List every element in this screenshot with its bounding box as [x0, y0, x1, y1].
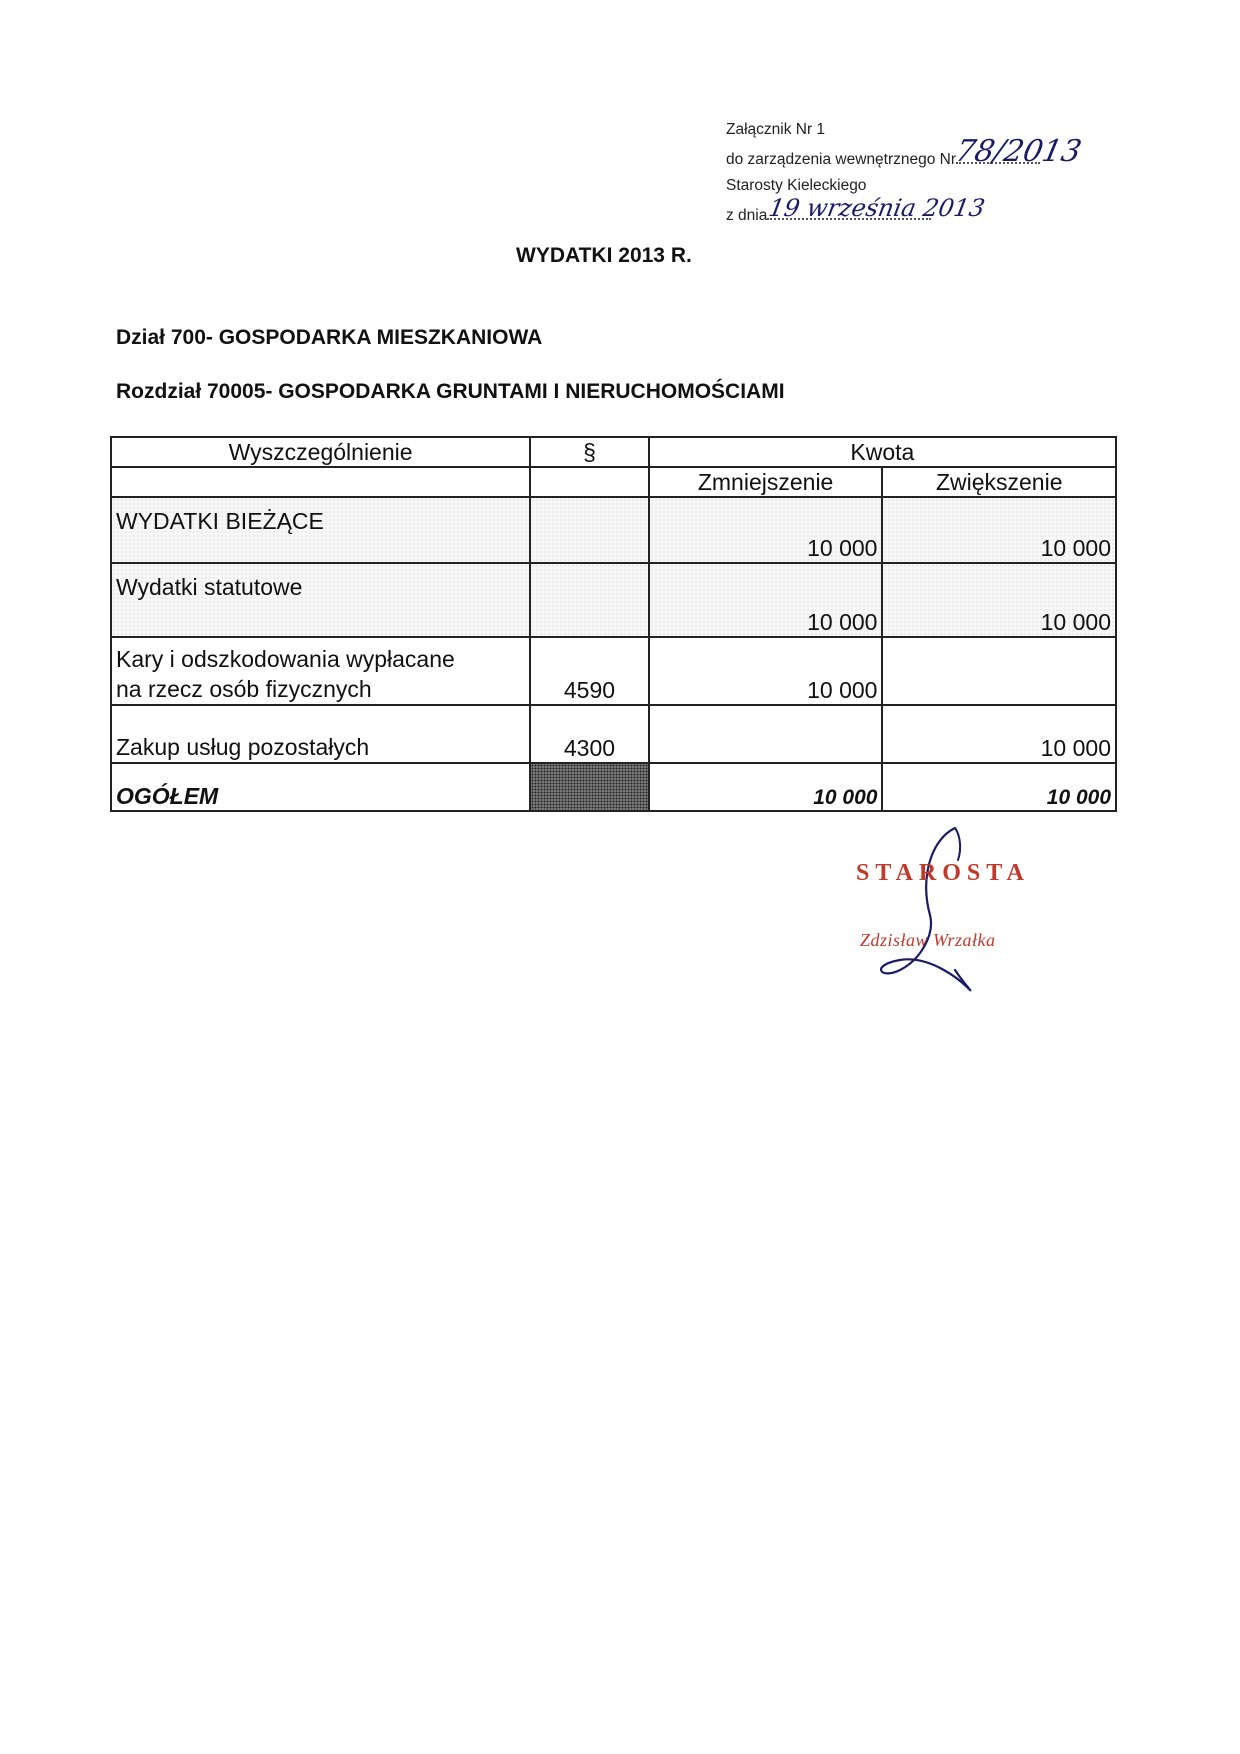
- total-increase: 10 000: [882, 763, 1116, 811]
- row-decrease: 10 000: [649, 637, 883, 705]
- row-decrease: 10 000: [649, 497, 883, 563]
- row-increase: 10 000: [882, 705, 1116, 763]
- row-decrease: [649, 705, 883, 763]
- section-heading: Dział 700- GOSPODARKA MIESZKANIOWA: [116, 326, 543, 349]
- row-item: [111, 637, 530, 705]
- row-decrease: 10 000: [649, 563, 883, 637]
- order-number-field: [952, 134, 1085, 169]
- row-increase: 10 000: [882, 497, 1116, 563]
- table-subheader-row: [111, 467, 1116, 497]
- stamp-title: STAROSTA: [856, 860, 1030, 886]
- row-item: WYDATKI BIEŻĄCE: [111, 497, 530, 563]
- header-empty-2: [530, 467, 649, 497]
- table-total-row: [111, 763, 1116, 811]
- header-paragraph: §: [530, 437, 649, 467]
- table-row: [111, 563, 1116, 637]
- row-increase: [882, 637, 1116, 705]
- annex-date-label: z dnia: [726, 207, 768, 224]
- order-number-handwriting: 78/2013: [952, 134, 1085, 169]
- annex-header: [726, 116, 1085, 228]
- annex-line-2: [726, 134, 1085, 172]
- row-item-line-1: Kary i odszkodowania wypłacane: [116, 646, 455, 672]
- annex-line-4: [726, 194, 1040, 228]
- row-paragraph: [530, 563, 649, 637]
- expenses-table: [110, 436, 1117, 812]
- signature-scribble: [860, 820, 1000, 1000]
- row-paragraph: 4590: [530, 637, 649, 705]
- header-item: Wyszczególnienie: [111, 437, 530, 467]
- header-decrease: Zmniejszenie: [649, 467, 883, 497]
- annex-line-1: Załącznik Nr 1: [726, 121, 826, 138]
- official-stamp: [856, 860, 1030, 950]
- subsection-heading: Rozdział 70005- GOSPODARKA GRUNTAMI I NIERUCHOMOŚCIAMI: [116, 380, 785, 403]
- header-empty-1: [111, 467, 530, 497]
- table-row: [111, 497, 1116, 563]
- annex-line-3: Starosty Kieleckiego: [726, 177, 867, 194]
- row-increase: 10 000: [882, 563, 1116, 637]
- row-item: Zakup usług pozostałych: [111, 705, 530, 763]
- table-header-row: [111, 437, 1116, 467]
- header-increase: Zwiększenie: [882, 467, 1116, 497]
- stamp-name: Zdzisław Wrzałka: [860, 930, 996, 950]
- page-title: WYDATKI 2013 R.: [516, 244, 692, 267]
- row-paragraph: 4300: [530, 705, 649, 763]
- total-paragraph-hatched: [530, 763, 649, 811]
- header-amount: Kwota: [649, 437, 1116, 467]
- row-item-line-2: na rzecz osób fizycznych: [116, 676, 372, 702]
- date-field: [766, 194, 988, 222]
- table-row: [111, 637, 1116, 705]
- row-paragraph: [530, 497, 649, 563]
- table-row: [111, 705, 1116, 763]
- date-handwriting: 19 września 2013: [766, 194, 988, 222]
- total-label: OGÓŁEM: [111, 763, 530, 811]
- annex-order-label: do zarządzenia wewnętrznego Nr: [726, 151, 957, 168]
- total-decrease: 10 000: [649, 763, 883, 811]
- row-item: Wydatki statutowe: [111, 563, 530, 637]
